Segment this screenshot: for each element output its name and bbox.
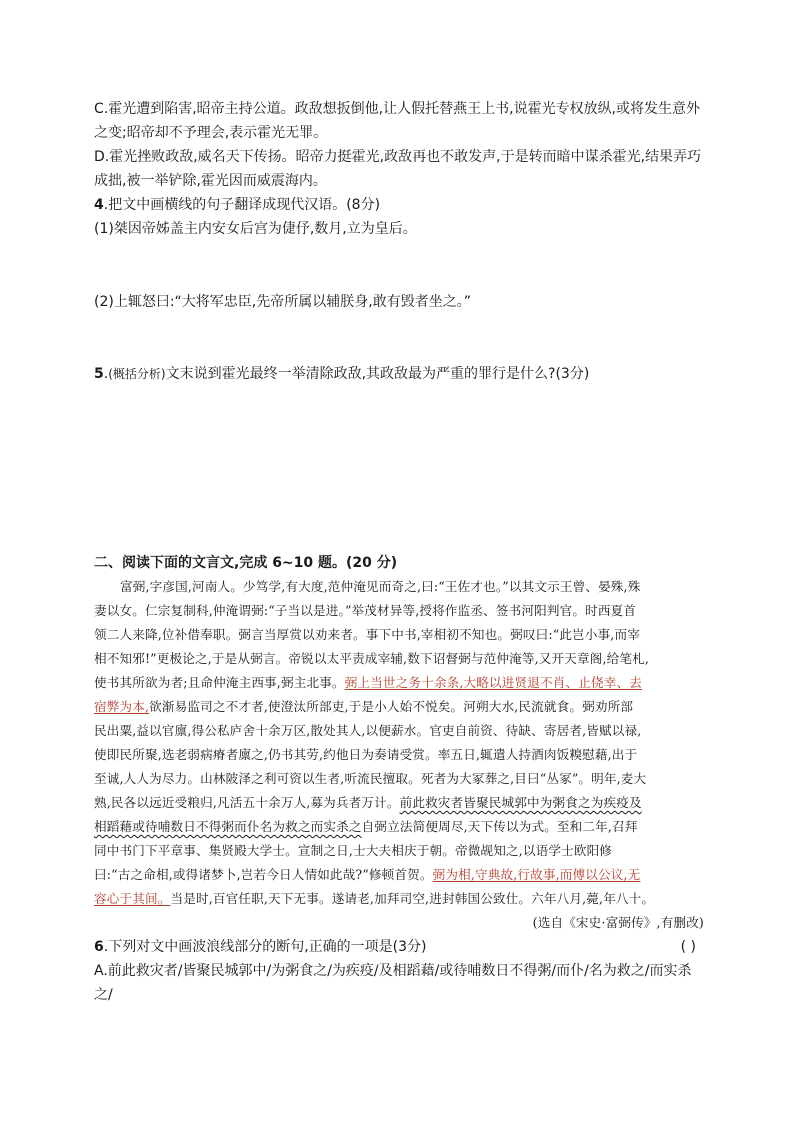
q5-stem [94, 362, 704, 386]
section2-heading: 二、阅读下面的文言文,完成 6~10 题。(20 分) [94, 555, 398, 571]
q6-stem-text: .下列对文中画波浪线部分的断句,正确的一项是(3分) [103, 939, 427, 955]
q6-number: 6 [94, 939, 104, 955]
q5-number: 5 [94, 366, 104, 382]
q4-stem [94, 193, 704, 217]
q4-stem-text: .把文中画横线的句子翻译成现代汉语。(8分) [103, 197, 381, 213]
passage-line-4: 相不知邪!”更极论之,于是从弼言。帝锐以太平责成宰辅,数下诏督弼与范仲淹等,又开天章阁,给笔札, [94, 651, 650, 666]
q4-sentence-2: (2)上辄怒曰:“大将军忠臣,先帝所属以辅朕身,敢有毁者坐之。” [94, 294, 471, 310]
underlined-sentence-1b: 宿弊为本, [94, 699, 150, 714]
passage-line-14 [94, 887, 704, 911]
passage-line-6 [94, 695, 704, 719]
q3-option-d-line1: D.霍光挫败政敌,威名天下传扬。昭帝力挺霍光,政敌再也不敢发声,于是转而暗中谋杀霍光,结果弄巧 [94, 149, 702, 165]
underlined-sentence-1a: 弼上当世之务十余条,大略以进贤退不肖、止侥幸、去 [344, 675, 642, 690]
passage-line-1: 富弼,字彦国,河南人。少笃学,有大度,范仲淹见而奇之,曰:“王佐才也。”以其文示王曾、晏殊,殊 [120, 579, 641, 594]
passage-line-13-text: 曰:“古之命相,或得诸梦卜,岂若今日人情如此哉?”修顿首贺。 [94, 867, 433, 882]
passage-line-9: 至诚,人人为尽力。山林陂泽之利可资以生者,听流民擅取。死者为大冢葬之,目曰“丛冢”。明年,麦大 [94, 771, 647, 786]
q6-option-a-line1: A.前此救灾者/皆聚民城郭中/为粥食之/为疾疫/及相蹈藉/或待哺数日不得粥/而仆/名为救之/而实杀 [94, 963, 692, 979]
passage-line-5-text: 使书其所欲为者;且命仲淹主西事,弼主北事。 [94, 675, 345, 690]
q5-tag: (概括分析) [108, 367, 166, 381]
passage-line-5 [94, 671, 704, 695]
underlined-sentence-2a: 弼为相,守典故,行故事,而傅以公议,无 [432, 867, 641, 882]
q3-option-d-line2: 成拙,被一举铲除,霍光因而威震海内。 [94, 173, 327, 189]
passage-line-2: 妻以女。仁宗复制科,仲淹谓弼:“子当以是进。”举茂材异等,授将作监丞、签书河阳判官。时西夏首 [94, 603, 637, 618]
q6-stem [94, 935, 704, 959]
passage-line-8: 使即民所聚,选老弱病瘠者廪之,仍书其劳,约他日为奏请受赏。率五日,辄遣人持酒肉饭糗慰藉,出于 [94, 747, 638, 762]
passage-source: (选自《宋史·富弼传》,有删改) [532, 915, 704, 930]
q5-stem-text: 文末说到霍光最终一举清除政敌,其政敌最为严重的罪行是什么?(3分) [165, 366, 590, 382]
q4-sentence-1: (1)桀因帝姊盖主内安女后宫为倢伃,数月,立为皇后。 [94, 221, 417, 237]
passage-line-10-text: 熟,民各以远近受粮归,凡活五十余万人,募为兵者万计。 [94, 795, 400, 810]
underlined-sentence-2b: 容心于其间。 [94, 891, 171, 906]
q6-answer-blank[interactable]: ( ) [680, 939, 696, 955]
wavy-section-a: 前此救灾者皆聚民城郭中为粥食之为疾疫及 [399, 795, 642, 810]
q6-option-a-line2: 之/ [94, 987, 113, 1003]
passage-line-13 [94, 863, 704, 887]
q5-dot: . [103, 366, 109, 382]
q3-option-c-line2: 之变;昭帝却不予理会,表示霍光无罪。 [94, 125, 328, 141]
passage-line-11 [94, 815, 704, 839]
q4-number: 4 [94, 197, 104, 213]
passage-line-14-text: 当是时,百官任职,天下无事。遂请老,加拜司空,进封韩国公致仕。六年八月,薨,年八十。 [170, 891, 655, 906]
passage-line-7: 民出粟,益以官廪,得公私庐舍十余万区,散处其人,以便薪水。官吏自前资、待缺、寄居者,皆赋以禄, [94, 723, 642, 738]
passage-line-6-text: 欲渐易监司之不才者,使澄汰所部吏,于是小人始不悦矣。河朔大水,民流就食。弼劝所部 [149, 699, 634, 714]
q3-option-c-line1: C.霍光遭到陷害,昭帝主持公道。政敌想扳倒他,让人假托替燕王上书,说霍光专权放纵,或将发生意外 [94, 101, 701, 117]
passage-line-11-text: 自弼立法简便周尽,天下传以为式。至和二年,召拜 [361, 819, 638, 834]
passage-line-10 [94, 791, 704, 815]
passage-line-12: 同中书门下平章事、集贤殿大学士。宣制之日,士大夫相庆于朝。帝微觇知之,以语学士欧阳修 [94, 843, 613, 858]
wavy-section-b: 相蹈藉或待哺数日不得粥而仆名为救之而实杀之 [94, 819, 362, 834]
passage-line-3: 领二人来降,位补借奉职。弼言当厚赏以劝来者。事下中书,宰相初不知也。弼叹曰:“此岂小事,而宰 [94, 627, 640, 642]
